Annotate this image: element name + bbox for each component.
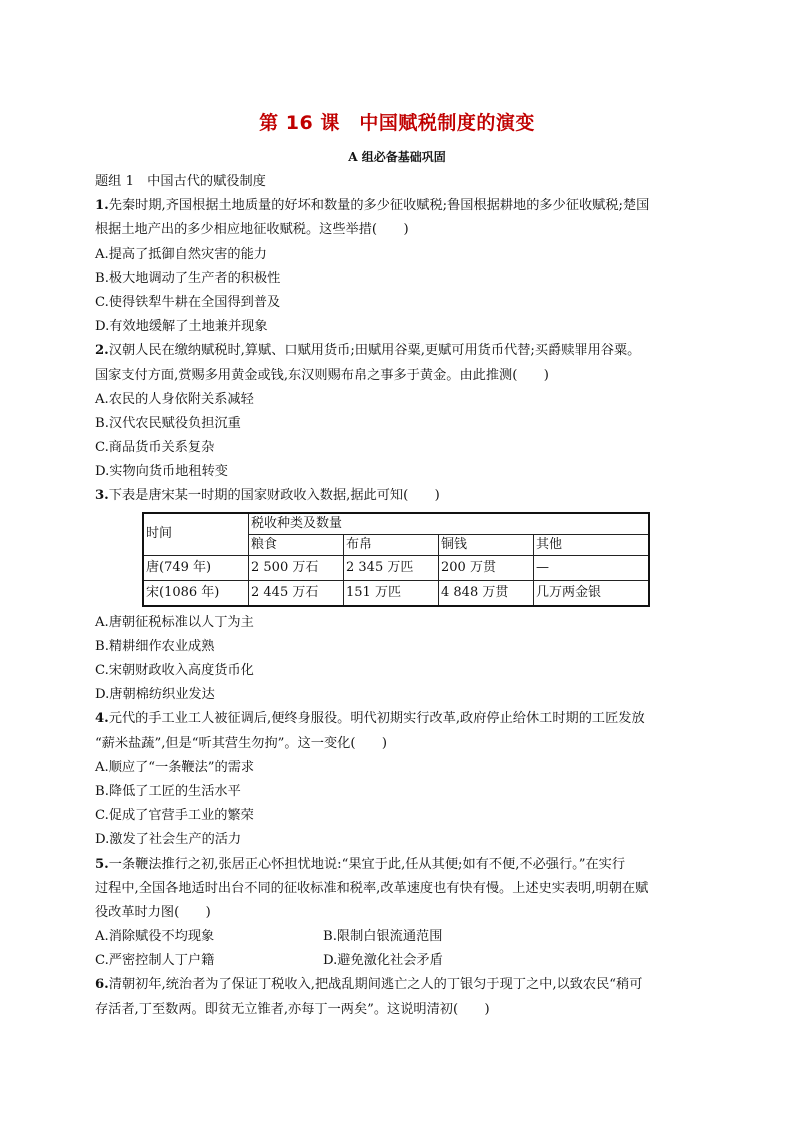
question-number: 1. bbox=[95, 198, 109, 214]
option-d[interactable]: D.有效地缓解了土地兼并现象 bbox=[95, 319, 268, 335]
question-6 bbox=[95, 973, 700, 1021]
question-text: 役改革时力图( ) bbox=[95, 904, 211, 920]
question-number: 6. bbox=[95, 977, 109, 993]
question-number: 5. bbox=[95, 856, 109, 872]
table-subheader: 其他 bbox=[534, 534, 650, 555]
table-cell: 2 345 万匹 bbox=[344, 555, 439, 580]
question-text: 汉朝人民在缴纳赋税时,算赋、口赋用货币;田赋用谷粟,更赋可用货币代替;买爵赎罪用谷粟。 bbox=[108, 343, 641, 359]
table-cell: 2 500 万石 bbox=[249, 555, 344, 580]
question-text: 元代的手工业工人被征调后,便终身服役。明代初期实行改革,政府停止给休工时期的工匠发放 bbox=[108, 711, 645, 727]
table-cell: 几万两金银 bbox=[534, 580, 650, 606]
question-text: 一条鞭法推行之初,张居正心怀担忧地说:“果宜于此,任从其便;如有不便,不必强行。”在实行 bbox=[108, 856, 626, 872]
table-cell: 2 445 万石 bbox=[249, 580, 344, 606]
question-text: 过程中,全国各地适时出台不同的征收标准和税率,改革速度也有快有慢。上述史实表明,明朝在赋 bbox=[95, 880, 649, 896]
question-text: 先秦时期,齐国根据土地质量的好坏和数量的多少征收赋税;鲁国根据耕地的多少征收赋税;楚国 bbox=[108, 198, 650, 214]
table-row bbox=[143, 555, 649, 580]
option-a[interactable]: A.提高了抵御自然灾害的能力 bbox=[95, 246, 267, 262]
option-d[interactable]: D.激发了社会生产的活力 bbox=[95, 832, 242, 848]
question-text: “薪米盐蔬”,但是“听其营生勿拘”。这一变化( ) bbox=[95, 735, 388, 751]
option-b[interactable]: B.精耕细作农业成熟 bbox=[95, 638, 215, 654]
option-a[interactable]: A.农民的人身依附关系减轻 bbox=[95, 391, 254, 407]
option-c[interactable]: C.严密控制人丁户籍 bbox=[95, 953, 215, 969]
option-a[interactable]: A.消除赋役不均现象 bbox=[95, 929, 215, 945]
lesson-title: 第 16 课 中国赋税制度的演变 bbox=[259, 112, 535, 134]
option-b[interactable]: B.降低了工匠的生活水平 bbox=[95, 783, 241, 799]
group-subtitle: A 组必备基础巩固 bbox=[348, 150, 446, 164]
table-subheader: 布帛 bbox=[344, 534, 439, 555]
question-text: 国家支付方面,赏赐多用黄金或钱,东汉则赐布帛之事多于黄金。由此推测( ) bbox=[95, 367, 549, 383]
table-header-group: 税收种类及数量 bbox=[249, 513, 650, 535]
option-d[interactable]: D.唐朝棉纺织业发达 bbox=[95, 687, 215, 703]
question-content bbox=[95, 170, 700, 1022]
question-text: 下表是唐宋某一时期的国家财政收入数据,据此可知( ) bbox=[108, 488, 440, 504]
question-text: 根据土地产出的多少相应地征收赋税。这些举措( ) bbox=[95, 222, 409, 238]
question-4 bbox=[95, 707, 700, 852]
section-heading: 题组 1 中国古代的赋役制度 bbox=[95, 174, 266, 189]
revenue-table bbox=[142, 512, 650, 607]
table-header-time: 时间 bbox=[143, 513, 249, 556]
option-c[interactable]: C.使得铁犁牛耕在全国得到普及 bbox=[95, 294, 281, 310]
table-cell: 宋(1086 年) bbox=[143, 580, 249, 606]
table-cell: 200 万贯 bbox=[439, 555, 534, 580]
option-c[interactable]: C.宋朝财政收入高度货币化 bbox=[95, 663, 254, 678]
option-a[interactable]: A.顺应了“一条鞭法”的需求 bbox=[95, 759, 255, 775]
table-subheader: 铜钱 bbox=[439, 534, 534, 555]
option-b[interactable]: B.汉代农民赋役负担沉重 bbox=[95, 415, 241, 431]
table-cell: 151 万匹 bbox=[344, 580, 439, 606]
question-3 bbox=[95, 484, 700, 707]
question-number: 4. bbox=[95, 711, 109, 727]
table-subheader: 粮食 bbox=[249, 534, 344, 555]
question-text: 存活者,丁至数两。即贫无立锥者,亦每丁一两矣”。这说明清初( ) bbox=[95, 1001, 490, 1017]
option-d[interactable]: D.实物向货币地租转变 bbox=[95, 464, 228, 480]
option-b[interactable]: B.极大地调动了生产者的积极性 bbox=[95, 270, 281, 286]
question-2 bbox=[95, 339, 700, 484]
option-c[interactable]: C.促成了官营手工业的繁荣 bbox=[95, 808, 254, 824]
question-5 bbox=[95, 853, 700, 974]
question-1 bbox=[95, 194, 700, 339]
table-cell: 4 848 万贯 bbox=[439, 580, 534, 606]
option-a[interactable]: A.唐朝征税标准以人丁为主 bbox=[95, 614, 254, 630]
option-d[interactable]: D.避免激化社会矛盾 bbox=[323, 953, 443, 969]
table-row bbox=[143, 580, 649, 606]
question-number: 3. bbox=[95, 488, 109, 504]
question-text: 清朝初年,统治者为了保证丁税收入,把战乱期间逃亡之人的丁银匀于现丁之中,以致农民“稍可 bbox=[108, 977, 643, 993]
table-cell: — bbox=[534, 555, 650, 580]
question-number: 2. bbox=[95, 343, 109, 359]
option-b[interactable]: B.限制白银流通范围 bbox=[323, 929, 443, 945]
option-c[interactable]: C.商品货币关系复杂 bbox=[95, 440, 215, 456]
table-cell: 唐(749 年) bbox=[143, 555, 249, 580]
